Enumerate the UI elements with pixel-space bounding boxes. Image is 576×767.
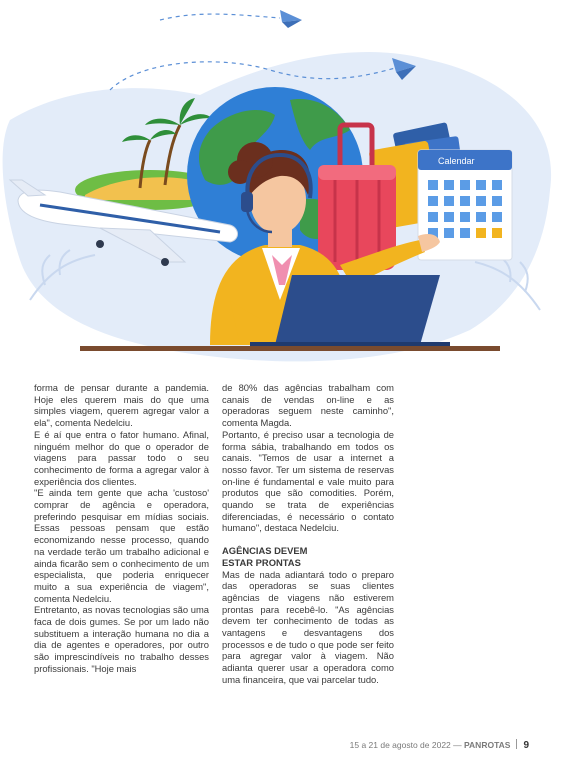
subheading-line-1: AGÊNCIAS DEVEM [222, 545, 308, 557]
paper-plane-icon-top [280, 10, 302, 28]
paragraph: Entretanto, as novas tecnologias são uma faca de dois gumes. Se por um lado não substituem a interação humana no dia a dia de agentes e operadores, por outro são imprescindíveis no trabalho desses profissionais. "Hoje mais [34, 604, 209, 674]
page-number: 9 [523, 740, 529, 751]
subheading-line-2: ESTAR PRONTAS [222, 556, 301, 568]
footer-separator [516, 739, 517, 749]
footer-brand: PANROTAS [464, 740, 511, 750]
paragraph: de 80% das agências trabalham com canais de vendas on-line e as operadoras seguem neste caminho", comenta Magda. [222, 382, 394, 429]
desk [80, 346, 500, 351]
subheading [222, 545, 394, 568]
paragraph: Portanto, é preciso usar a tecnologia de forma sábia, trabalhando em todos os canais. "Temos de usar a internet a nosso favor. Ter um sistema de reservas on-line é fundamental e vale muito para produtos que são comodities. Porém, quando se trata de experiências diferenciadas, é necessário o contato humano", destaca Nedelciu. [222, 428, 394, 534]
calendar-label: Calendar [438, 156, 475, 166]
article-column-right [222, 382, 394, 686]
page-footer [350, 739, 529, 751]
paragraph: Mas de nada adiantará todo o preparo das operadoras se suas clientes agências de viagens não estiverem prontas para recebê-lo. "As agências devem ter conhecimento de todas as vantagens e desvantagens dos processos e de tudo o que pode ser feito para agregar valor à viagem. Não adianta querer usar a operadora como uma financeira, que vai parcelar tudo. [222, 568, 394, 685]
footer-date: 15 a 21 de agosto de 2022 — [349, 740, 464, 750]
paragraph: "E ainda tem gente que acha 'custoso' comprar de agência e operadora, preferindo pesquisar em mídias sociais. Essas pessoas pensam que estão economizando nesse processo, quando na verdade terão um trabalho adicional e ainda ficarão sem o conhecimento de um especialista, que poderia enriquecer muito a sua experiência de viagem", comenta Nedelciu. [34, 487, 209, 604]
dashed-flight-path-top [160, 14, 280, 20]
paragraph: forma de pensar durante a pandemia. Hoje eles querem mais do que uma simples viagem, querem agregar valor a ela", comenta Nedelciu. [34, 382, 209, 429]
travel-agent-illustration [0, 0, 576, 370]
article-column-left [34, 382, 209, 675]
paragraph: E é aí que entra o fator humano. Afinal, ninguém melhor do que o operador de viagens para passar todo o seu conhecimento de forma a agregar valor à experiência dos clientes. [34, 428, 209, 487]
